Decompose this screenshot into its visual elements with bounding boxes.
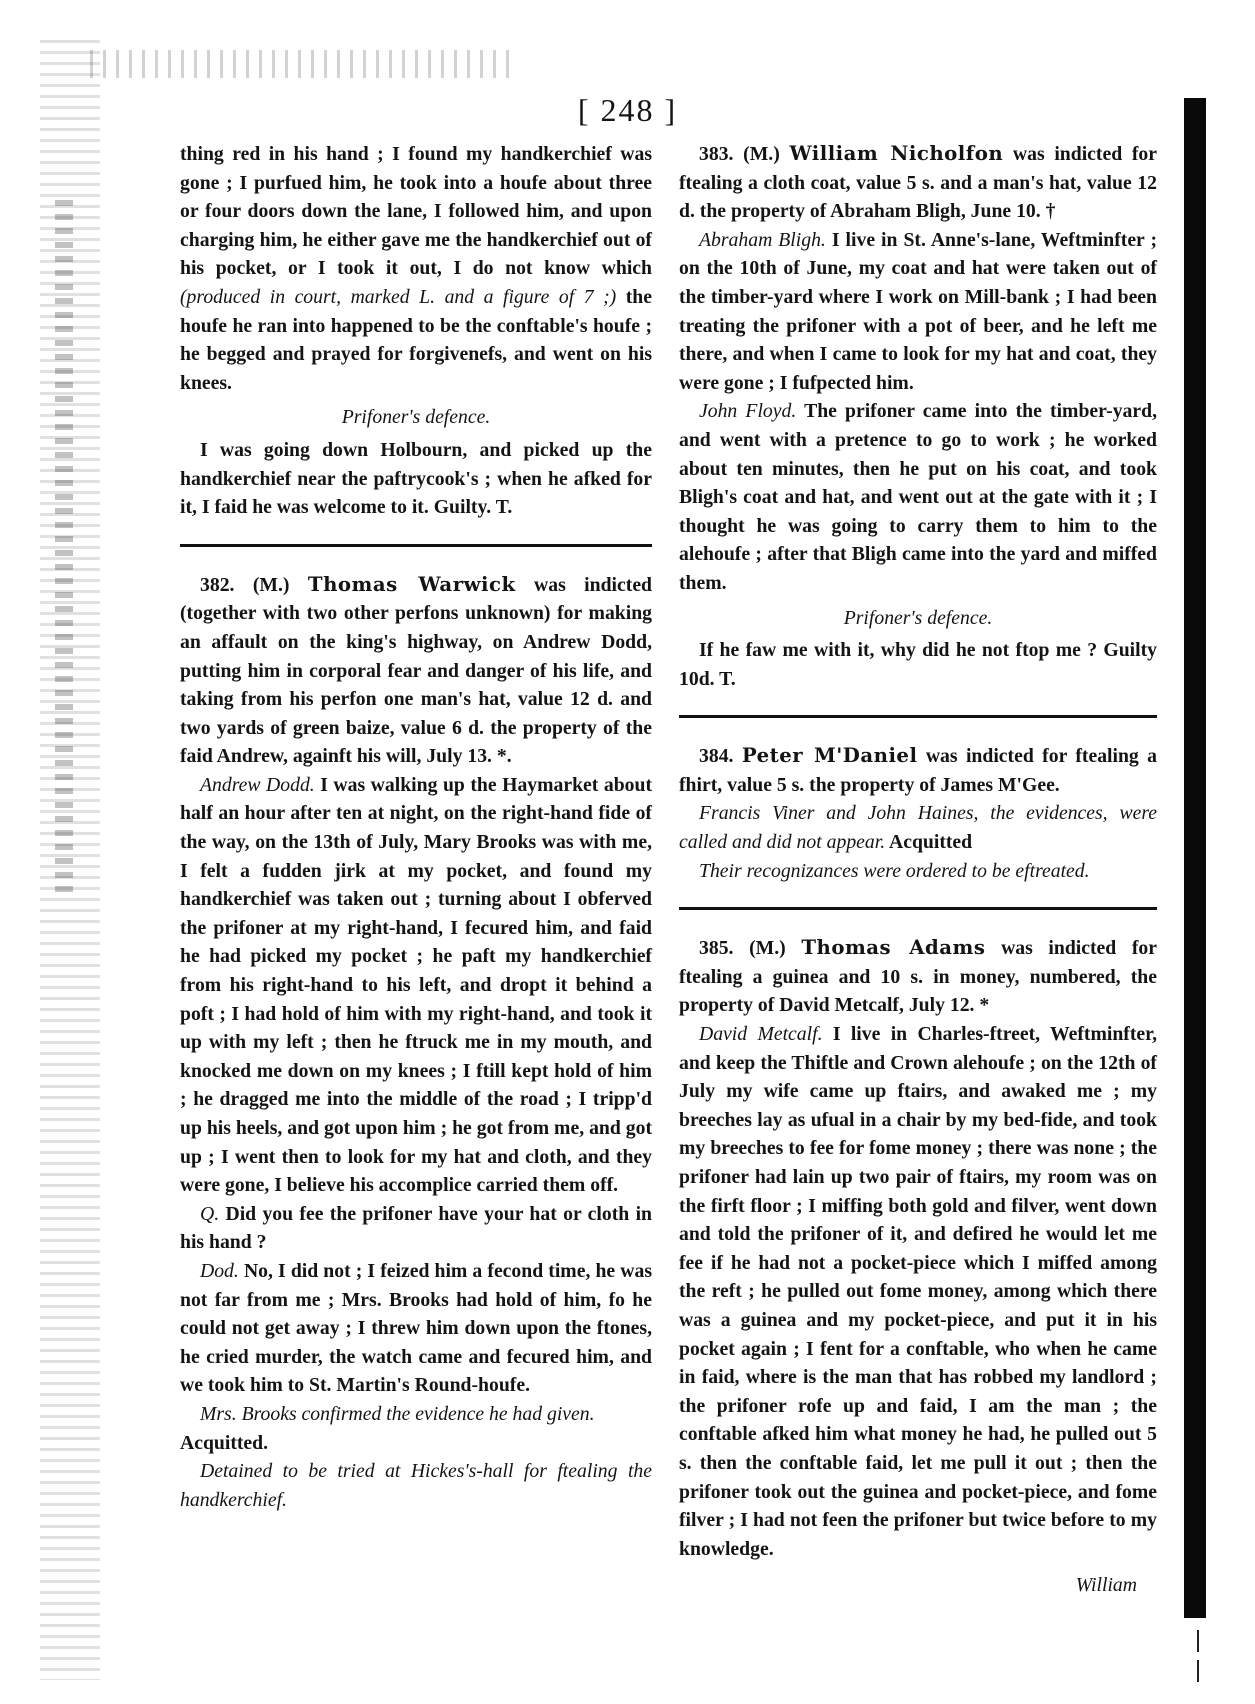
case-entry: 382. (M.) Thomas Warwick was indicted (together with two other perfons unknown) for making an affault on the king's highway, on Andrew Dodd, putting him in corporal fear and danger of his life, and taking from his perfon one man's hat, value 12 d. and two yards of green baize, value 6 d. the property of the faid Andrew, againft his will, July 13. *.	[180, 572, 653, 768]
left-column	[180, 140, 652, 1514]
scan-top-noise	[90, 50, 510, 78]
section-heading: Prifoner's defence.	[341, 406, 491, 429]
verdict: Acquitted.	[180, 1431, 269, 1454]
case-entry: 383. (M.) William Nicholfon was indicted for ftealing a cloth coat, value 5 s. and a man's hat, value 12 d. the property of Abraham Bligh, June 10. †	[679, 142, 1157, 223]
testimony: Q. Did you fee the prifoner have your hat or cloth in his hand ?	[180, 1202, 653, 1254]
page-number: [ 248 ]	[577, 92, 678, 128]
paragraph: thing red in his hand ; I found my handkerchief was gone ; I purfued him, he took into a houfe about three or four doors down the lane, I followed him, and upon charging him, he either gave me the handkerchief out of his pocket, or I took it out, I do not know which (produced in court, marked L. and a figure of 7 ;) the houfe he ran into happened to be the conftable's houfe ; he begged and prayed for forgivenefs, and went on his knees.	[180, 143, 652, 394]
section-rule	[679, 715, 1157, 718]
note: Their recognizances were ordered to be eftreated.	[699, 859, 1090, 882]
paragraph: I was going down Holbourn, and picked up the handkerchief near the paftrycook's ; when he afked for it, I faid he was welcome to it. Guilty. T.	[180, 438, 652, 519]
note: Francis Viner and John Haines, the evidences, were called and did not appear. Acquitted	[679, 802, 1157, 854]
section-rule	[679, 907, 1157, 910]
testimony: Andrew Dodd. I was walking up the Haymarket about half an hour after ten at night, on the right-hand fide of the way, on the 13th of July, Mary Brooks was with me, I felt a fudden jirk at my pocket, and found my handkerchief was taken out ; turning about I obferved the prifoner at my right-hand, I fecured him, and faid he had picked my pocket ; he paft my handkerchief from his right-hand to his left, and dropt it behind a poft ; I had hold of him with my right-hand, and took it up with my left ; then he ftruck me in my mouth, and knocked me down on my knees ; I ftill kept hold of him ; he dragged me into the middle of the road ; I tripp'd up his heels, and got upon him ; he got from me, and got up ; I went then to look for my hat and cloth, and they were gone, I believe his accomplice carried them off.	[180, 773, 653, 1197]
paragraph: If he faw me with it, why did he not ftop me ? Guilty 10d. T.	[679, 639, 1157, 690]
scan-margin-noise-dark	[55, 200, 73, 900]
testimony: Dod. No, I did not ; I feized him a fecond time, he was not far from me ; Mrs. Brooks had hold of him, fo he could not get away ; I threw him down upon the ftones, he cried murder, the watch came and fecured him, and we took him to St. Martin's Round-houfe.	[180, 1259, 652, 1397]
testimony: John Floyd. The prifoner came into the timber-yard, and went with a pretence to go to work ; he worked about ten minutes, then he put on his coat, and took Bligh's coat and hat, and went out at the gate with it ; I thought he was going to carry them to him to the alehoufe ; after that Bligh came into the yard and miffed them.	[679, 400, 1157, 594]
testimony: Abraham Bligh. I live in St. Anne's-lane, Weftminfter ; on the 10th of June, my coat and hat were taken out of the timber-yard where I work on Mill-bank ; I had been treating the prifoner with a pot of beer, and he left me there, and when I came to look for my hat and coat, they were gone ; I fufpected him.	[679, 228, 1157, 394]
section-heading: Prifoner's defence.	[843, 606, 993, 629]
testimony: David Metcalf. I live in Charles-ftreet, Weftminfter, and keep the Thiftle and Crown alehoufe ; on the 12th of July my wife came up ftairs, and awaked me ; my breeches lay as ufual in a chair by my bed-fide, and took my breeches to fee for fome money ; there was none ; the prifoner had lain up two pair of ftairs, my room was on the firft floor ; I miffing both gold and filver, went down and told the prifoner of it, and defired he would let me fee if he had not a pocket-piece which I miffed among the reft ; he pulled out fome money, among which there was a guinea and my pocket-piece, and put it in his pocket again ; I fent for a conftable, who when he came in faid, where is the man that has robbed my landlord ; the prifoner rofe up and faid, I am the man ; the conftable afked him what money he had, he pulled out 5 s. then the conftable faid, let me pull it out ; then the prifoner took out the guinea and pocket-piece, and fome filver ; I had not feen the prifoner but twice before to my knowledge.	[679, 1023, 1158, 1560]
note: Detained to be tried at Hickes's-hall for ftealing the handkerchief.	[180, 1460, 652, 1511]
scan-tick	[1197, 1660, 1199, 1682]
note: Mrs. Brooks confirmed the evidence he had given.	[200, 1402, 595, 1425]
case-entry: 384. Peter M'Daniel was indicted for ftealing a fhirt, value 5 s. the property of James M'Gee.	[679, 744, 1158, 796]
section-rule	[180, 544, 652, 547]
case-entry: 385. (M.) Thomas Adams was indicted for ftealing a guinea and 10 s. in money, numbered, the property of David Metcalf, July 12. *	[679, 936, 1158, 1017]
scan-right-edge-bar	[1184, 98, 1206, 1618]
right-column	[679, 140, 1157, 1600]
scan-tick	[1197, 1630, 1199, 1652]
catchword: William	[1075, 1574, 1137, 1597]
